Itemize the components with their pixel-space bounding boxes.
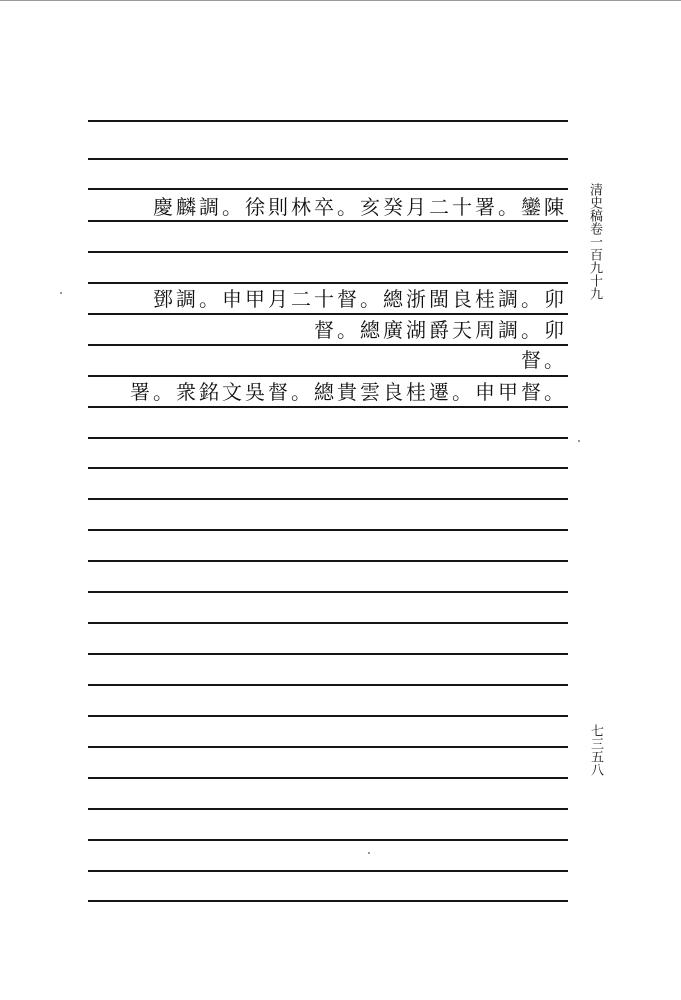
page-top-edge xyxy=(0,0,681,1)
row-rule xyxy=(88,591,568,593)
print-speck xyxy=(578,440,580,442)
row-rule xyxy=(88,684,568,686)
row-rule xyxy=(88,188,568,190)
row-rule xyxy=(88,498,568,500)
row-rule xyxy=(88,622,568,624)
row-rule xyxy=(88,777,568,779)
table-row: 署。衆銘文吳督。總貴雲良桂遷。申甲督。 xyxy=(130,380,567,404)
row-rule xyxy=(88,560,568,562)
row-rule xyxy=(88,529,568,531)
print-speck xyxy=(60,292,62,294)
table-row: 鄧調。申甲月二十督。總浙閩良桂調。卯 xyxy=(153,287,567,311)
row-rule xyxy=(88,900,568,902)
print-speck xyxy=(368,852,370,854)
row-rule xyxy=(88,120,568,122)
book-title: 清史稿卷一百九十九 xyxy=(587,183,602,300)
row-rule xyxy=(88,746,568,748)
row-rule xyxy=(88,870,568,872)
row-rule xyxy=(88,808,568,810)
page-number: 七三五八 xyxy=(588,724,603,776)
table-row: 督。 xyxy=(521,348,567,372)
row-rule xyxy=(88,251,568,253)
row-rule xyxy=(88,158,568,160)
row-rule xyxy=(88,467,568,469)
row-rule xyxy=(88,653,568,655)
row-rule xyxy=(88,839,568,841)
row-rule xyxy=(88,437,568,439)
table-row: 慶麟調。徐則林卒。亥癸月二十署。鑾陳 xyxy=(153,195,567,219)
row-rule xyxy=(88,715,568,717)
table-row: 督。總廣湖爵天周調。卯 xyxy=(314,318,567,342)
